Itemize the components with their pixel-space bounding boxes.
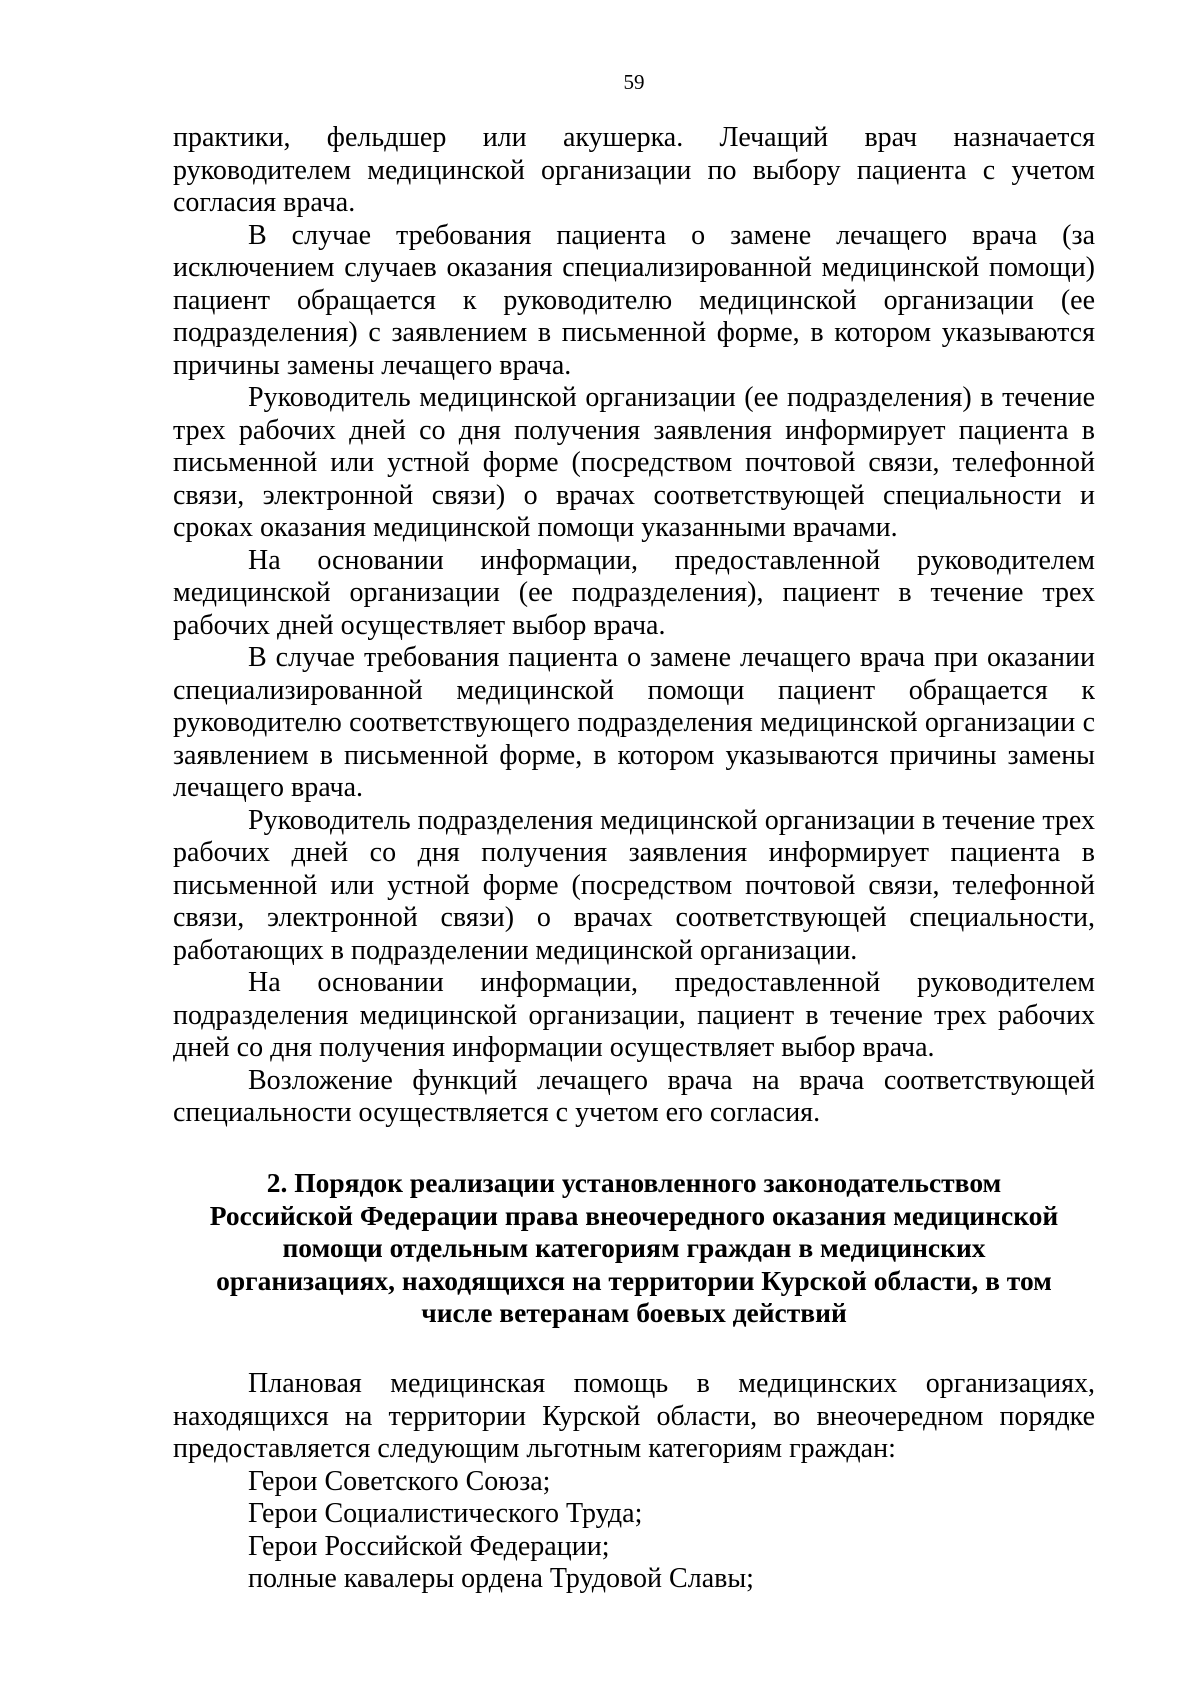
section-heading-line: помощи отдельным категориям граждан в медицинских: [282, 1232, 986, 1263]
section-heading-line: организациях, находящихся на территории Курской области, в том: [216, 1264, 1052, 1296]
paragraph: В случае требования пациента о замене лечащего врача при оказании специализированной медицинской помощи пациент обращается к руководителю соответствующего подразделения медицинской организации с заявлением в письменной форме, в котором указываются причины замены лечащего врача.: [173, 642, 1095, 803]
list-item: Герои Советского Союза;: [248, 1465, 551, 1497]
paragraph: На основании информации, предоставленной руководителем подразделения медицинской организации, пациент в течение трех рабочих дней со дня получения информации осуществляет выбор врача.: [173, 967, 1095, 1063]
list-item: полные кавалеры ордена Трудовой Славы;: [248, 1563, 754, 1594]
section-heading-line: 2. Порядок реализации установленного законодательством: [266, 1167, 1002, 1198]
page-number: 59: [623, 70, 645, 94]
paragraph: Руководитель подразделения медицинской организации в течение трех рабочих дней со дня получения заявления информирует пациента в письменной или устной форме (посредством почтовой связи, телефонной связи, электронной связи) о врачах соответствующей специальности, работающих в подразделении медицинской организации.: [173, 804, 1095, 966]
paragraph: Возложение функций лечащего врача на врача соответствующей специальности осуществляется с учетом его согласия.: [173, 1064, 1095, 1128]
section-heading-line: Российской Федерации права внеочередного оказания медицинской: [209, 1199, 1059, 1231]
paragraph: практики, фельдшер или акушерка. Лечащий врач назначается руководителем медицинской организации по выбору пациента с учетом согласия врача.: [173, 122, 1095, 218]
paragraph: В случае требования пациента о замене лечащего врача (за исключением случаев оказания специализированной медицинской помощи) пациент обращается к руководителю медицинской организации (ее подразделения) с заявлением в письменной форме, в котором указываются причины замены лечащего врача.: [173, 219, 1095, 381]
list-item: Герои Российской Федерации;: [248, 1530, 610, 1562]
body-text: [173, 122, 1095, 1130]
section-heading: [173, 1167, 1095, 1330]
section-heading-line: числе ветеранам боевых действий: [421, 1297, 847, 1328]
section-intro-paragraph: Плановая медицинская помощь в медицинских организациях, находящихся на территории Курской области, во внеочередном порядке предоставляется следующим льготным категориям граждан:: [173, 1368, 1095, 1464]
list-item: Герои Социалистического Труда;: [248, 1498, 643, 1529]
paragraph: На основании информации, предоставленной руководителем медицинской организации (ее подразделения), пациент в течение трех рабочих дней осуществляет выбор врача.: [173, 544, 1095, 641]
paragraph: Руководитель медицинской организации (ее подразделения) в течение трех рабочих дней со дня получения заявления информирует пациента в письменной или устной форме (посредством почтовой связи, телефонной связи, электронной связи) о врачах соответствующей специальности и сроках оказания медицинской помощи указанными врачами.: [173, 382, 1095, 543]
document-page: [173, 0, 1095, 1697]
section-body: [173, 1368, 1095, 1596]
